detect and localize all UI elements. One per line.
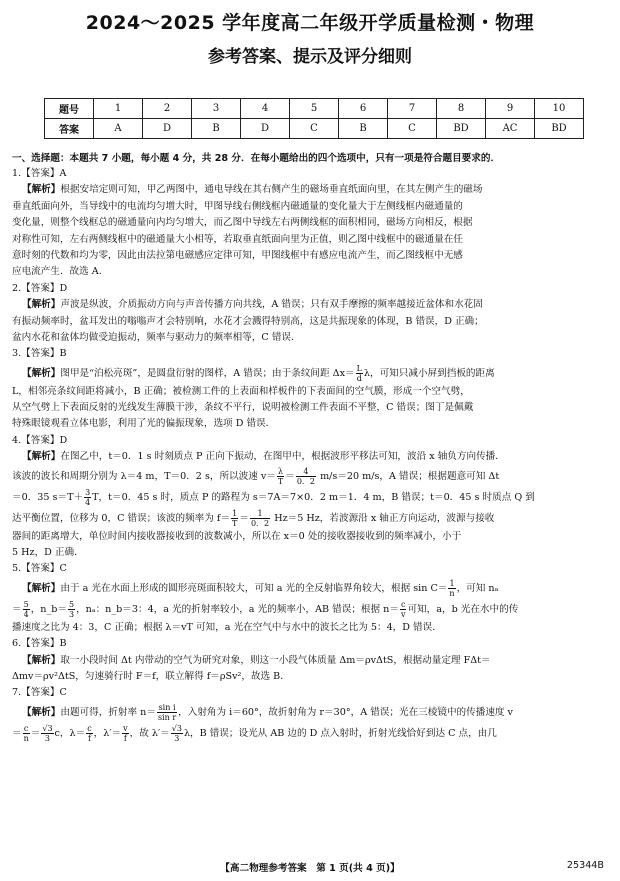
q7-answer [12, 685, 610, 701]
q4-text: T，t＝0．45 s 时，质点 P 的路程为 s＝7A＝7×0．2 m＝1．4 m，B 错误；t＝0．45 s 时质点 Q 到 [92, 491, 535, 503]
q2-line: 有振动频率时，盆耳发出的嗡嗡声才会特别响，水花才会溅得特别高，这是共振现象的体现，B 错误，D 正确； [12, 315, 484, 327]
q7-text: ＝ [12, 727, 22, 739]
q7-line [12, 702, 610, 723]
q5-text: ，n_b＝ [30, 603, 67, 615]
number-cell: 9 [486, 99, 535, 119]
q4-line [12, 466, 610, 487]
q7-text: ，λ′＝ [93, 727, 122, 739]
page-title: 2024～2025 学年度高二年级开学质量检测・物理 [85, 12, 535, 34]
q2-answer-text: 2.【答案】D [12, 282, 68, 294]
answer-cell: B [339, 119, 388, 139]
q6-line [12, 653, 610, 669]
fraction-denominator: f [87, 733, 91, 743]
q4-text: Hz＝5 Hz，若波源沿 x 轴正方向运动，波源与接收 [271, 512, 495, 524]
q5-answer [12, 561, 610, 577]
q3-line: L，相邻亮条纹间距将减小，B 正确；被检测工件的上表面和样板件的下表面间的空气膜，形成一个空气劈， [12, 385, 470, 397]
solutions-body [12, 166, 610, 744]
answer-cell: D [143, 119, 192, 139]
q5-text: ＝ [12, 603, 22, 615]
q2-text: 声波是纵波，介质振动方向与声音传播方向共线，A 错误；只有双手摩擦的频率越接近盆体和水花固 [60, 299, 483, 311]
fraction [250, 509, 270, 528]
page-subtitle: 参考答案、提示及评分细则 [208, 47, 412, 67]
analysis-label: 【解析】 [22, 582, 61, 594]
q1-line: 应电流产生．故选 A． [12, 266, 109, 278]
q2-answer [12, 281, 610, 297]
section-heading-choice: 一、选择题：本题共 7 小题，每小题 4 分，共 28 分．在每小题给出的四个选项中，只有一项是符合题目要求的． [12, 153, 501, 164]
q5-text: ，可知 nₐ [456, 582, 499, 594]
q6-answer-text: 6.【答案】B [12, 638, 67, 650]
q3-text: 图甲是“泊松亮斑”，是圆盘衍射的图样，A 错误；由于条纹间距 Δx＝ [60, 367, 355, 379]
number-cell: 5 [290, 99, 339, 119]
analysis-label: 【解析】 [22, 367, 61, 379]
fraction [23, 724, 30, 743]
q5-line [12, 578, 610, 599]
q5-line: 播速度之比为 4：3，C 正确；根据 λ＝vT 可知，a 光在空气中与水中的波长之比为 5：4，D 错误． [12, 621, 442, 633]
number-header-cell: 题号 [45, 99, 94, 119]
q4-text: m/s＝20 m/s，A 错误；根据题意可知 Δt [317, 470, 500, 482]
q3-text: λ，可知只减小屏到挡板的距离 [363, 367, 495, 379]
q4-answer-text: 4.【答案】D [12, 434, 68, 446]
q4-line: 5 Hz，D 正确． [12, 547, 84, 559]
fraction-denominator: sin r [157, 712, 177, 722]
fraction [23, 600, 30, 619]
fraction-numerator: c [87, 723, 92, 733]
fraction-numerator: 5 [23, 599, 29, 609]
number-cell: 2 [143, 99, 192, 119]
fraction-denominator: 3 [174, 733, 180, 743]
q4-answer [12, 433, 610, 449]
fraction [277, 467, 284, 486]
fraction-numerator: 5 [69, 599, 75, 609]
number-cell: 3 [192, 99, 241, 119]
q6-answer [12, 636, 610, 652]
fraction [171, 724, 183, 743]
q2-line [12, 297, 610, 313]
fraction-numerator: 4 [296, 467, 316, 477]
q4-text: 达平衡位置，位移为 0，C 错误；该波的频率为 f＝ [12, 512, 231, 524]
q5-text: 由于 a 光在水面上形成的圆形亮斑面积较大，可知 a 光的全反射临界角较大，根据 sin C＝ [60, 582, 448, 594]
fraction-numerator: 1 [449, 578, 455, 588]
q1-answer-text: 1.【答案】A [12, 168, 67, 179]
fraction-denominator: 0．2 [250, 518, 270, 528]
q1-text: 根据安培定则可知，甲乙两图中，通电导线在其右侧产生的磁场垂直纸面向里，在其左侧产生的磁场 [60, 184, 483, 196]
fraction-numerator: L [356, 363, 362, 373]
q4-text: ＝ [239, 512, 249, 524]
fraction-numerator: √3 [42, 723, 53, 733]
answer-cell: AC [486, 119, 535, 139]
fraction-denominator: f [123, 733, 127, 743]
analysis-label: 【解析】 [22, 184, 61, 196]
answer-table-answer-row [45, 119, 584, 139]
q6-line: Δmv＝ρv²ΔtS，匀速骑行时 F＝f，联立解得 f＝ρSv²，故选 B． [12, 670, 290, 682]
fraction-denominator: T [232, 518, 238, 528]
fraction [448, 579, 455, 598]
analysis-label: 【解析】 [22, 654, 61, 666]
fraction [157, 703, 177, 722]
fraction-numerator: c [400, 599, 406, 609]
fraction [68, 600, 75, 619]
answer-cell: C [388, 119, 437, 139]
q7-text: ，故 λ′＝ [129, 727, 170, 739]
answer-table-number-row [45, 99, 584, 119]
number-cell: 8 [437, 99, 486, 119]
q1-answer [12, 166, 610, 182]
number-cell: 1 [94, 99, 143, 119]
q4-line [12, 487, 610, 508]
q5-answer-text: 5.【答案】C [12, 563, 67, 575]
fraction [296, 467, 316, 486]
q4-line: 器间的距离增大，单位时间内接收器接收到的波数减小，所以在 x＝0 处的接收器接收到的频率减小，小于 [12, 530, 462, 542]
analysis-label: 【解析】 [22, 299, 61, 311]
number-cell: 6 [339, 99, 388, 119]
fraction-numerator: c [23, 723, 29, 733]
footer-code: 25344B [566, 860, 604, 871]
fraction-denominator: n [449, 588, 455, 598]
number-cell: 10 [535, 99, 584, 119]
answer-table [44, 98, 584, 139]
q4-text: 该波的波长和周期分别为 λ＝4 m，T＝0．2 s，所以波速 v＝ [12, 470, 276, 482]
fraction-denominator: 3 [69, 609, 75, 619]
q7-text: 由题可得，折射率 n＝ [60, 706, 156, 718]
fraction [356, 364, 363, 383]
q7-line [12, 723, 610, 744]
fraction-numerator: 3 [85, 487, 91, 497]
number-cell: 7 [388, 99, 437, 119]
analysis-label: 【解析】 [22, 451, 61, 463]
q3-answer [12, 346, 610, 362]
fraction-numerator: sin i [158, 702, 176, 712]
q7-text: λ，B 错误；设光从 AB 边的 D 点入射时，折射光线恰好到达 C 点，由几 [183, 727, 497, 739]
fraction-denominator: 4 [23, 609, 29, 619]
q4-text: 在图乙中，t＝0．1 s 时刻质点 P 正向下振动，在图甲中，根据波形平移法可知，波沿 x 轴负方向传播． [60, 451, 505, 463]
fraction-denominator: n [23, 733, 29, 743]
q6-text: 取一小段时间 Δt 内带动的空气为研究对象，则这一小段气体质量 Δm＝ρvΔtS，根据动量定理 FΔt＝ [60, 654, 491, 666]
fraction [41, 724, 53, 743]
fraction-denominator: 3 [44, 733, 50, 743]
fraction-numerator: 1 [232, 508, 238, 518]
analysis-label: 【解析】 [22, 706, 61, 718]
fraction [400, 600, 407, 619]
fraction-denominator: 0．2 [296, 476, 316, 486]
q1-line: 意时刻的代数和均为零，因此由法拉第电磁感应定律可知，甲图线框中有感应电流产生，而乙图线框中无感 [12, 249, 463, 261]
q1-line: 对称性可知，左右两侧线框中的磁通量大小相等，若取垂直纸面向里为正值，则乙图中线框中的磁通量在任 [12, 233, 463, 245]
q1-line [12, 182, 610, 198]
q3-line: 从空气劈上下表面反射的光线发生薄膜干涉，条纹不平行，说明被检测工件表面不平整，C 错误；图丁是佩戴 [12, 402, 474, 414]
q1-line: 垂直纸面向外，当导线中的电流均匀增大时，甲图导线右侧线框内磁通量的变化量大于左侧线框内磁通量的 [12, 200, 463, 212]
q2-line: 盆内水花和盆体均做受迫振动，频率与驱动力的频率相等，C 错误． [12, 331, 301, 343]
q5-text: 可知，a，b 光在水中的传 [407, 603, 519, 615]
number-cell: 4 [241, 99, 290, 119]
q7-text: c，λ＝ [54, 727, 86, 739]
q5-text: ，nₐ：n_b＝3：4，a 光的折射率较小，a 光的频率小，AB 错误；根据 n＝ [76, 603, 399, 615]
q4-line [12, 449, 610, 465]
answer-cell: B [192, 119, 241, 139]
fraction-denominator: v [400, 609, 406, 619]
fraction-numerator: λ [278, 466, 284, 476]
q7-text: ，入射角为 i＝60°，故折射角为 r＝30°，A 错误；光在三棱镜中的传播速度 v [178, 706, 513, 718]
fraction [86, 724, 92, 743]
footer-page-info: 【高二物理参考答案 第 1 页(共 4 页)】 [220, 863, 400, 874]
answer-cell: A [94, 119, 143, 139]
fraction-numerator: v [123, 723, 128, 733]
page-footer [0, 860, 620, 874]
q4-line [12, 508, 610, 529]
q3-line [12, 363, 610, 384]
q4-text: ＝0．35 s＝T＋ [12, 491, 84, 503]
answer-cell: BD [437, 119, 486, 139]
fraction [122, 724, 129, 743]
q5-line [12, 599, 610, 620]
answer-cell: C [290, 119, 339, 139]
fraction [231, 509, 238, 528]
fraction-numerator: 1 [250, 509, 270, 519]
answer-cell: BD [535, 119, 584, 139]
answer-header-cell: 答案 [45, 119, 94, 139]
fraction-denominator: 4 [85, 497, 91, 507]
q7-answer-text: 7.【答案】C [12, 687, 67, 699]
fraction [84, 488, 91, 507]
fraction-denominator: T [277, 476, 284, 486]
q3-answer-text: 3.【答案】B [12, 348, 67, 360]
q3-line: 特殊眼镜观看立体电影，利用了光的偏振现象，选项 D 错误． [12, 418, 276, 430]
q4-text: ＝ [285, 470, 295, 482]
q7-text: ＝ [30, 727, 41, 739]
fraction-denominator: d [356, 373, 362, 383]
fraction-numerator: √3 [171, 723, 182, 733]
q1-line: 变化量，则整个线框总的磁通量向内均匀增大，而乙图中导线左右两侧线框的面积相同，磁场方向相反，根据 [12, 217, 473, 229]
answer-cell: D [241, 119, 290, 139]
